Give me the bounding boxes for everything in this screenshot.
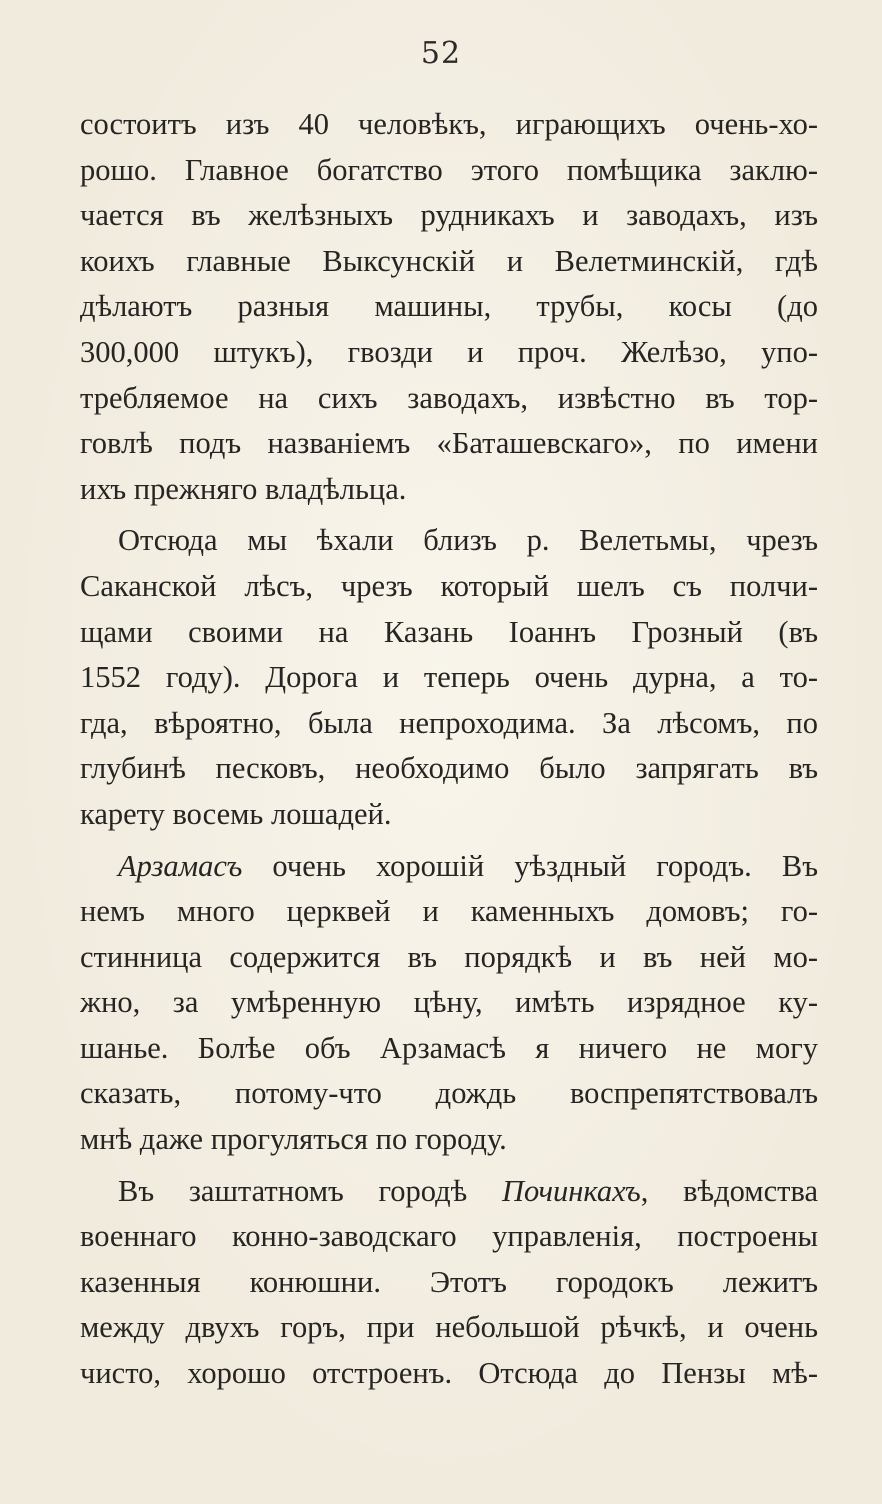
text-line: требляемое на сихъ заводахъ, извѣстно въ тор- — [80, 380, 818, 415]
text-line: чисто, хорошо отстроенъ. Отсюда до Пензы мѣ- — [80, 1356, 818, 1391]
text-line: 300,000 штукъ), гвозди и проч. Желѣзо, упо- — [80, 334, 818, 369]
text-line: военнаго конно-заводскаго управленія, построены — [80, 1219, 818, 1254]
text-line: состоитъ изъ 40 человѣкъ, играющихъ очень-хо- — [80, 107, 818, 141]
page-number: 52 — [420, 36, 462, 71]
paragraph-2 — [80, 518, 818, 837]
text-line — [80, 1169, 818, 1215]
text-line: говлѣ подъ названіемъ «Баташевскаго», по имени — [80, 426, 818, 461]
text-line: казенныя конюшни. Этотъ городокъ лежитъ — [80, 1264, 818, 1299]
text-line: гда, вѣроятно, была непроходима. За лѣсомъ, по — [80, 705, 818, 740]
text-line: чается въ желѣзныхъ рудникахъ и заводахъ, изъ — [80, 198, 818, 233]
text-line: ихъ прежняго владѣльца. — [80, 471, 407, 506]
text-line: шанье. Болѣе объ Арзамасѣ я ничего не могу — [80, 1030, 818, 1065]
text-line: щами своими на Казань Іоаннъ Грозный (въ — [80, 614, 818, 649]
text-line: между двухъ горъ, при небольшой рѣчкѣ, и очень — [80, 1310, 818, 1345]
text-line — [80, 844, 818, 890]
text-span: , вѣдомства — [640, 1173, 818, 1208]
text-span: Въ заштатномъ городѣ — [118, 1173, 502, 1208]
text-line: глубинѣ песковъ, необходимо было запрягать въ — [80, 751, 818, 786]
paragraph-3 — [80, 844, 818, 1163]
paragraph-4 — [80, 1169, 818, 1397]
text-line: 1552 году). Дорога и теперь очень дурна, а то- — [80, 660, 818, 695]
body-text — [80, 102, 818, 1397]
text-line: жно, за умѣренную цѣну, имѣть изрядное ку- — [80, 985, 818, 1020]
text-line: рошо. Главное богатство этого помѣщика заклю- — [80, 152, 818, 187]
text-span: очень хорошій уѣздный городъ. Въ — [242, 848, 818, 883]
text-line: Отсюда мы ѣхали близъ р. Велетьмы, чрезъ — [118, 523, 818, 558]
text-line: карету восемь лошадей. — [80, 796, 392, 831]
text-line: коихъ главные Выксунскій и Велетминскій, гдѣ — [80, 243, 818, 278]
text-line: сказать, потому-что дождь воспрепятствовалъ — [80, 1076, 818, 1111]
paragraph-1 — [80, 102, 818, 512]
text-line: дѣлаютъ разныя машины, трубы, косы (до — [80, 289, 818, 324]
place-name-italic: Арзамасъ — [118, 848, 243, 883]
place-name-italic: Починкахъ — [501, 1173, 641, 1208]
text-line: мнѣ даже прогуляться по городу. — [80, 1122, 507, 1157]
text-line: стинница содержится въ порядкѣ и въ ней мо- — [80, 939, 818, 974]
text-line: Саканской лѣсъ, чрезъ который шелъ съ полчи- — [80, 568, 818, 603]
text-line: немъ много церквей и каменныхъ домовъ; го- — [80, 894, 818, 929]
